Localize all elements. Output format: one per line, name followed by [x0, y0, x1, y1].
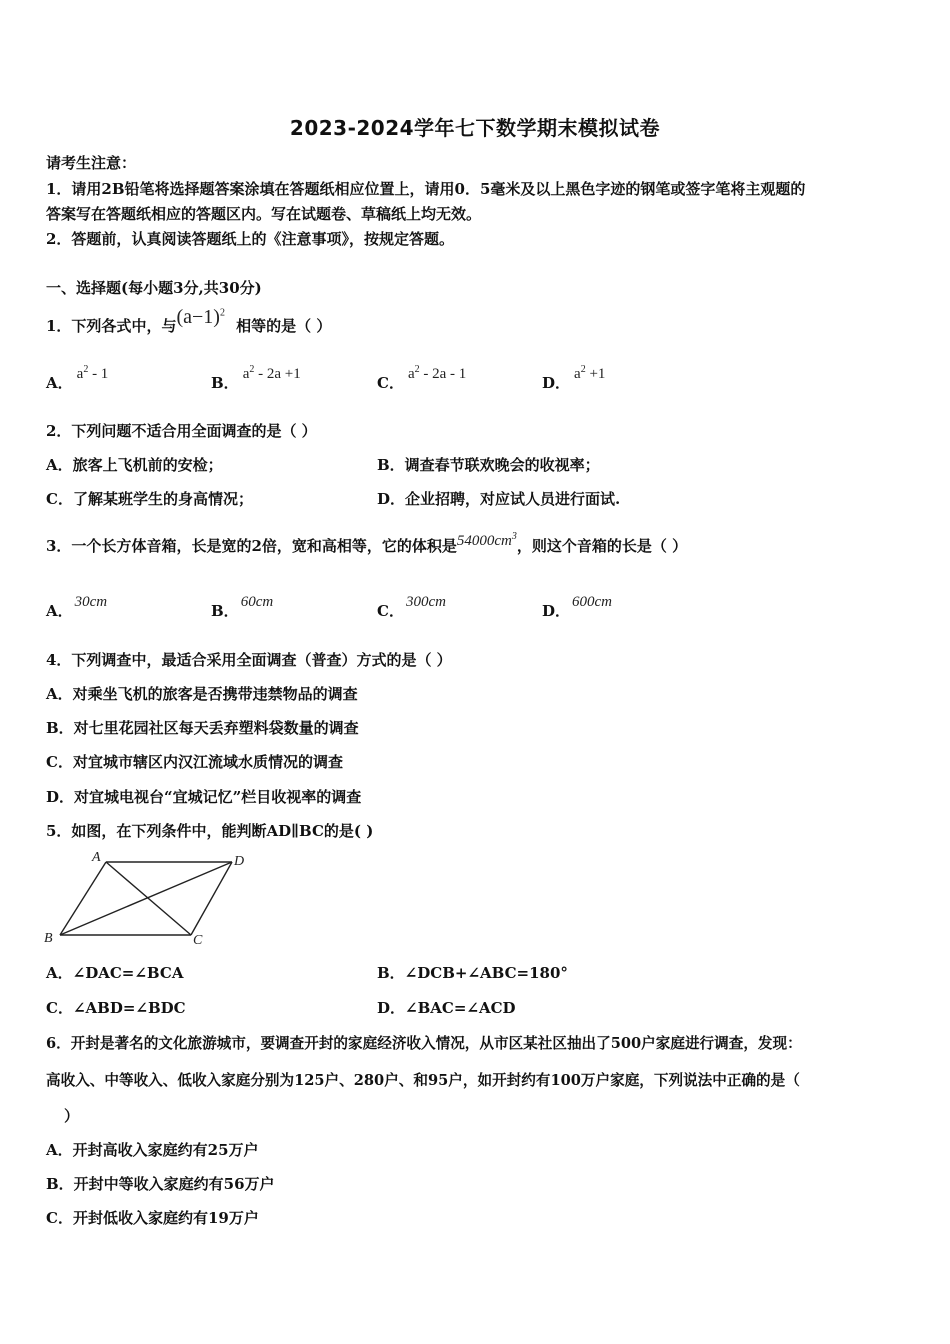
segment-ac	[106, 862, 191, 935]
q1-option-d: D． $a^2 +1$	[542, 364, 606, 392]
q5-parallelogram-figure	[40, 846, 260, 950]
q2-option-d: D．企业招聘，对应试人员进行面试.	[377, 490, 621, 508]
q3-stem-math: $54000cm^3$	[456, 531, 517, 549]
q6-option-a: A．开封高收入家庭约有25万户	[46, 1141, 259, 1159]
q6-option-c: C．开封低收入家庭约有19万户	[46, 1209, 259, 1227]
q3-option-c: C． 300cm	[377, 594, 446, 620]
q3-option-d: D． 600cm	[542, 594, 613, 620]
q6-stem-line-1: 6．开封是著名的文化旅游城市，要调查开封的家庭经济收入情况，从市区某社区抽出了500户家庭进行调查，发现：	[46, 1035, 802, 1052]
page-title: 2023-2024学年七下数学期末模拟试卷	[289, 116, 661, 140]
section-heading: 一、选择题(每小题3分,共30分)	[46, 279, 262, 297]
q4-stem: 4．下列调查中，最适合采用全面调查（普查）方式的是（ ）	[46, 651, 452, 669]
notice-heading: 请考生注意：	[46, 154, 137, 172]
q2-stem: 2．下列问题不适合用全面调查的是（ ）	[46, 422, 317, 440]
notice-line-1a: 1．请用2B铅笔将选择题答案涂填在答题纸相应位置上，请用0．5毫米及以上黑色字迹的钢笔或签字笔将主观题的	[46, 180, 806, 198]
segment-dc	[191, 862, 232, 935]
segment-bd	[60, 862, 232, 935]
q5-option-d: D．∠BAC=∠ACD	[377, 999, 516, 1017]
vertex-b-label: B	[44, 931, 53, 946]
vertex-a-label: A	[92, 850, 101, 865]
q5-option-b: B．∠DCB+∠ABC=180°	[377, 964, 568, 982]
q3-option-a: A． 30cm	[46, 594, 108, 620]
q2-option-c: C．了解某班学生的身高情况；	[46, 490, 253, 508]
q3-stem: 3．一个长方体音箱，长是宽的2倍，宽和高相等，它的体积是$54000cm^3$，则这个音箱的长是（ ）	[46, 531, 688, 555]
q1-stem	[46, 306, 332, 337]
notice-line-2: 2．答题前，认真阅读答题纸上的《注意事项》，按规定答题。	[46, 230, 454, 248]
q1-stem-text-b: 相等的是（ ）	[236, 317, 332, 335]
notice-line-1b: 答案写在答题纸相应的答题区内。写在试题卷、草稿纸上均无效。	[46, 205, 482, 223]
q4-option-d: D．对宜城电视台“宜城记忆”栏目收视率的调查	[46, 788, 362, 806]
q1-option-a: A． $a^2 - 1$	[46, 364, 109, 392]
q5-option-a: A．∠DAC=∠BCA	[46, 964, 184, 982]
q4-option-a: A．对乘坐飞机的旅客是否携带违禁物品的调查	[46, 685, 358, 703]
vertex-d-label: D	[234, 854, 245, 869]
q4-option-c: C．对宜城市辖区内汉江流域水质情况的调查	[46, 753, 343, 771]
q6-stem-line-3: ）	[64, 1107, 80, 1125]
q2-option-b: B．调查春节联欢晚会的收视率；	[377, 456, 600, 474]
q5-stem: 5．如图，在下列条件中，能判断AD∥BC的是( )	[46, 822, 374, 840]
vertex-c-label: C	[193, 933, 203, 948]
q1-stem-text-a: 1．下列各式中，与	[46, 317, 177, 335]
q1-option-b: B． $a^2 - 2a +1$	[211, 364, 301, 392]
q6-stem-line-2: 高收入、中等收入、低收入家庭分别为125户、280户、和95户，如开封约有100万户家庭，下列说法中正确的是（	[46, 1072, 800, 1089]
segment-ab	[60, 862, 106, 935]
q4-option-b: B．对七里花园社区每天丢弃塑料袋数量的调查	[46, 719, 359, 737]
q1-stem-math: $(a-1)^2$	[176, 306, 225, 328]
q3-option-b: B． 60cm	[211, 594, 274, 620]
q2-option-a: A．旅客上飞机前的安检；	[46, 456, 223, 474]
q5-option-c: C．∠ABD=∠BDC	[46, 999, 186, 1017]
q6-option-b: B．开封中等收入家庭约有56万户	[46, 1175, 275, 1193]
q1-option-c: C． $a^2 - 2a - 1$	[377, 364, 467, 392]
